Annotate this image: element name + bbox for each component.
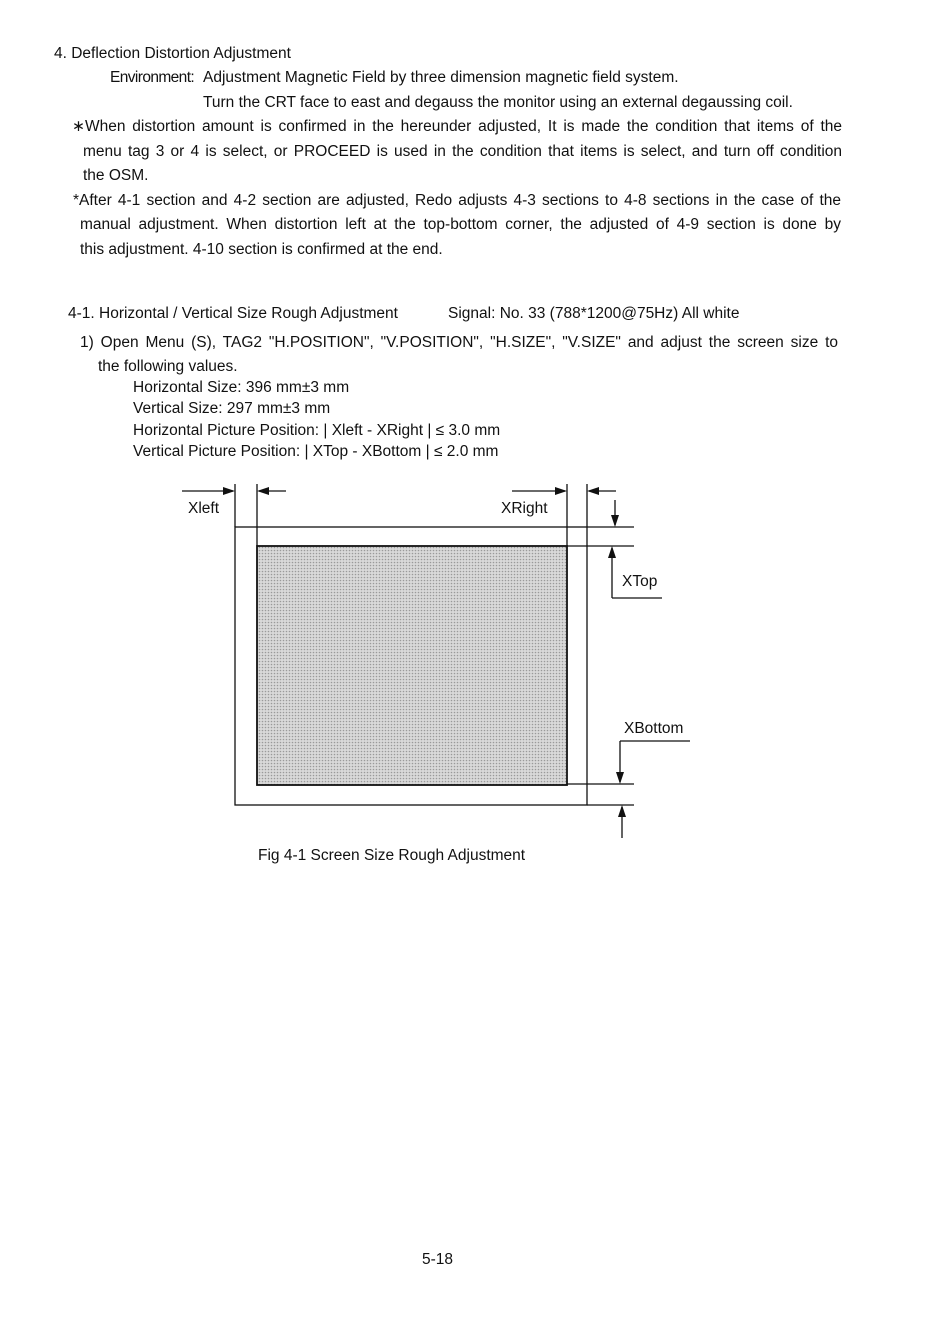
- subsection-title: 4-1. Horizontal / Vertical Size Rough Adjustment: [68, 305, 398, 322]
- note-1-line-3: the OSM.: [83, 167, 149, 184]
- environment-label: Environment:: [110, 69, 195, 86]
- label-xright: XRight: [501, 500, 548, 517]
- label-xtop: XTop: [622, 573, 658, 590]
- environment-line-2: Turn the CRT face to east and degauss the monitor using an external degaussing coil.: [203, 94, 793, 111]
- figure-caption: Fig 4-1 Screen Size Rough Adjustment: [258, 847, 526, 864]
- label-xbottom: XBottom: [624, 720, 684, 737]
- step-1-line-2: the following values.: [98, 358, 238, 375]
- value-horizontal-size: Horizontal Size: 396 mm±3 mm: [133, 379, 350, 396]
- section-title: 4. Deflection Distortion Adjustment: [54, 45, 291, 62]
- note-2-line-3: this adjustment. 4-10 section is confirmed at the end.: [80, 241, 443, 258]
- picture-area: [257, 546, 567, 785]
- page-number: 5-18: [422, 1251, 454, 1268]
- value-vertical-size: Vertical Size: 297 mm±3 mm: [133, 400, 331, 417]
- value-vertical-position: Vertical Picture Position: | XTop - XBottom | ≤ 2.0 mm: [133, 443, 499, 460]
- note-1-line-1: ∗When distortion amount is confirmed in the hereunder adjusted, It is made the condition that items of the: [72, 118, 842, 135]
- value-horizontal-position: Horizontal Picture Position: | Xleft - XRight | ≤ 3.0 mm: [133, 422, 501, 439]
- step-1-line-1: 1) Open Menu (S), TAG2 "H.POSITION", "V.POSITION", "H.SIZE", "V.SIZE" and adjust the screen size to: [80, 334, 838, 351]
- note-2-line-1: *After 4-1 section and 4-2 section are adjusted, Redo adjusts 4-3 sections to 4-8 sections in the case of the: [73, 192, 841, 209]
- environment-line-1: Adjustment Magnetic Field by three dimension magnetic field system.: [203, 69, 679, 86]
- note-1-line-2: menu tag 3 or 4 is select, or PROCEED is used in the condition that items is select, and turn off condition: [83, 143, 842, 160]
- note-2-line-2: manual adjustment. When distortion left at the top-bottom corner, the adjusted of 4-9 section is done by: [80, 216, 841, 233]
- signal-spec: Signal: No. 33 (788*1200@75Hz) All white: [448, 305, 740, 322]
- label-xleft: Xleft: [188, 500, 220, 517]
